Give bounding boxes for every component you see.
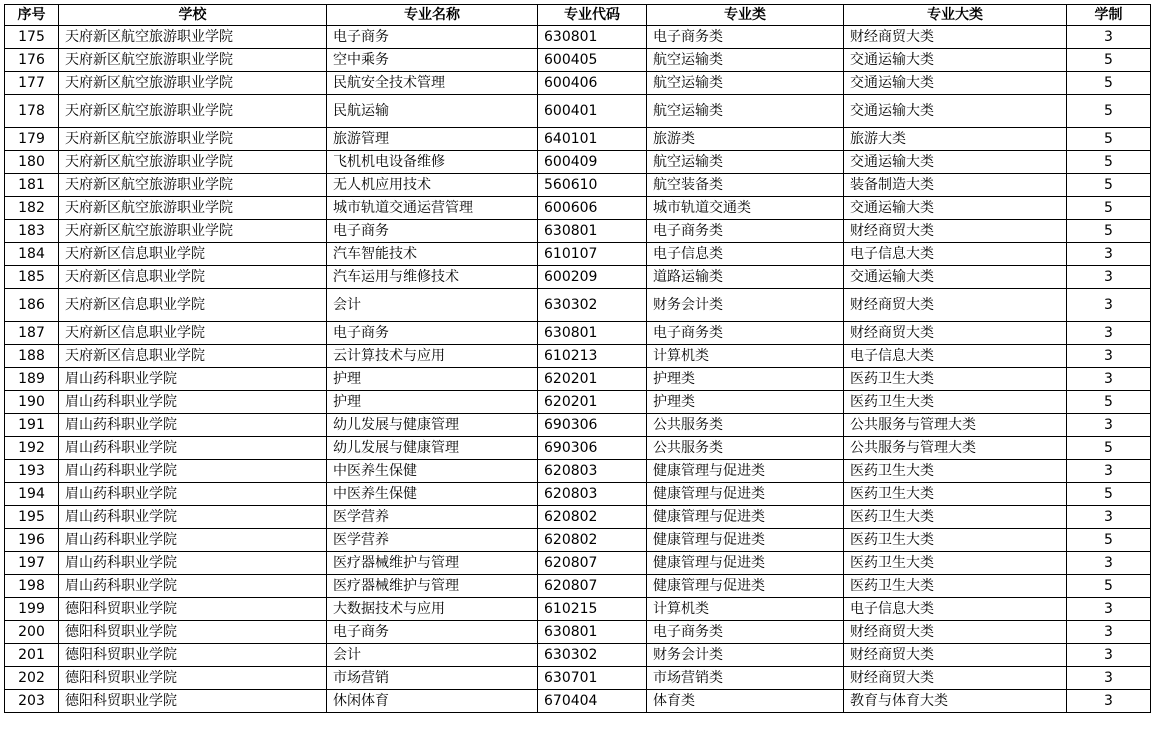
cell-duration: 3 xyxy=(1067,289,1151,322)
cell-major-category: 财经商贸大类 xyxy=(844,26,1067,49)
cell-school: 天府新区航空旅游职业学院 xyxy=(59,72,327,95)
table-row xyxy=(5,345,1151,368)
cell-duration: 3 xyxy=(1067,243,1151,266)
header-major-name: 专业名称 xyxy=(327,5,538,26)
cell-major-name: 会计 xyxy=(327,644,538,667)
cell-duration: 5 xyxy=(1067,151,1151,174)
cell-school: 德阳科贸职业学院 xyxy=(59,667,327,690)
cell-major-class: 电子商务类 xyxy=(647,322,844,345)
table-row xyxy=(5,322,1151,345)
cell-major-name: 医疗器械维护与管理 xyxy=(327,552,538,575)
cell-major-name: 幼儿发展与健康管理 xyxy=(327,437,538,460)
cell-school: 天府新区航空旅游职业学院 xyxy=(59,220,327,243)
cell-index: 183 xyxy=(5,220,59,243)
cell-index: 185 xyxy=(5,266,59,289)
cell-major-class: 体育类 xyxy=(647,690,844,713)
cell-major-category: 医药卫生大类 xyxy=(844,391,1067,414)
cell-major-class: 航空装备类 xyxy=(647,174,844,197)
cell-school: 天府新区信息职业学院 xyxy=(59,289,327,322)
cell-major-class: 公共服务类 xyxy=(647,437,844,460)
cell-major-class: 道路运输类 xyxy=(647,266,844,289)
cell-major-class: 电子商务类 xyxy=(647,26,844,49)
cell-duration: 5 xyxy=(1067,437,1151,460)
cell-school: 眉山药科职业学院 xyxy=(59,506,327,529)
cell-school: 眉山药科职业学院 xyxy=(59,414,327,437)
cell-major-code: 620803 xyxy=(538,483,647,506)
table-row xyxy=(5,598,1151,621)
cell-major-code: 610213 xyxy=(538,345,647,368)
cell-school: 德阳科贸职业学院 xyxy=(59,644,327,667)
cell-major-category: 交通运输大类 xyxy=(844,197,1067,220)
header-duration: 学制 xyxy=(1067,5,1151,26)
cell-major-name: 护理 xyxy=(327,368,538,391)
table-body xyxy=(5,26,1151,713)
cell-duration: 3 xyxy=(1067,266,1151,289)
cell-major-category: 医药卫生大类 xyxy=(844,368,1067,391)
cell-major-code: 600209 xyxy=(538,266,647,289)
cell-major-code: 630801 xyxy=(538,220,647,243)
cell-duration: 5 xyxy=(1067,575,1151,598)
cell-school: 天府新区航空旅游职业学院 xyxy=(59,26,327,49)
cell-major-class: 旅游类 xyxy=(647,128,844,151)
cell-major-category: 医药卫生大类 xyxy=(844,483,1067,506)
table-row xyxy=(5,128,1151,151)
cell-major-class: 计算机类 xyxy=(647,598,844,621)
header-row xyxy=(5,5,1151,26)
cell-index: 175 xyxy=(5,26,59,49)
cell-index: 189 xyxy=(5,368,59,391)
cell-school: 德阳科贸职业学院 xyxy=(59,690,327,713)
table-row xyxy=(5,26,1151,49)
cell-major-code: 630801 xyxy=(538,322,647,345)
cell-duration: 5 xyxy=(1067,483,1151,506)
cell-major-category: 公共服务与管理大类 xyxy=(844,414,1067,437)
cell-school: 天府新区信息职业学院 xyxy=(59,243,327,266)
cell-major-category: 交通运输大类 xyxy=(844,95,1067,128)
cell-school: 德阳科贸职业学院 xyxy=(59,598,327,621)
cell-major-code: 600409 xyxy=(538,151,647,174)
cell-duration: 3 xyxy=(1067,506,1151,529)
table-row xyxy=(5,220,1151,243)
cell-major-code: 690306 xyxy=(538,437,647,460)
cell-major-class: 护理类 xyxy=(647,368,844,391)
cell-major-category: 医药卫生大类 xyxy=(844,575,1067,598)
cell-school: 天府新区航空旅游职业学院 xyxy=(59,95,327,128)
cell-major-name: 电子商务 xyxy=(327,322,538,345)
cell-school: 眉山药科职业学院 xyxy=(59,575,327,598)
table-row xyxy=(5,197,1151,220)
cell-school: 眉山药科职业学院 xyxy=(59,529,327,552)
cell-major-category: 电子信息大类 xyxy=(844,345,1067,368)
cell-index: 197 xyxy=(5,552,59,575)
table-row xyxy=(5,368,1151,391)
program-table xyxy=(4,4,1151,713)
cell-major-category: 旅游大类 xyxy=(844,128,1067,151)
table-row xyxy=(5,644,1151,667)
cell-duration: 3 xyxy=(1067,644,1151,667)
cell-major-class: 公共服务类 xyxy=(647,414,844,437)
cell-major-code: 640101 xyxy=(538,128,647,151)
cell-major-category: 医药卫生大类 xyxy=(844,552,1067,575)
cell-index: 187 xyxy=(5,322,59,345)
cell-major-name: 中医养生保健 xyxy=(327,483,538,506)
cell-index: 199 xyxy=(5,598,59,621)
cell-duration: 5 xyxy=(1067,174,1151,197)
cell-duration: 3 xyxy=(1067,552,1151,575)
cell-major-name: 医学营养 xyxy=(327,529,538,552)
cell-index: 194 xyxy=(5,483,59,506)
cell-major-code: 620807 xyxy=(538,575,647,598)
cell-major-class: 健康管理与促进类 xyxy=(647,575,844,598)
cell-duration: 3 xyxy=(1067,460,1151,483)
cell-major-class: 健康管理与促进类 xyxy=(647,460,844,483)
cell-major-category: 公共服务与管理大类 xyxy=(844,437,1067,460)
cell-major-name: 空中乘务 xyxy=(327,49,538,72)
cell-major-code: 600401 xyxy=(538,95,647,128)
cell-major-code: 610215 xyxy=(538,598,647,621)
cell-major-class: 健康管理与促进类 xyxy=(647,529,844,552)
cell-duration: 5 xyxy=(1067,49,1151,72)
cell-index: 180 xyxy=(5,151,59,174)
cell-major-category: 装备制造大类 xyxy=(844,174,1067,197)
table-row xyxy=(5,529,1151,552)
cell-major-name: 无人机应用技术 xyxy=(327,174,538,197)
cell-index: 203 xyxy=(5,690,59,713)
table-row xyxy=(5,621,1151,644)
cell-index: 190 xyxy=(5,391,59,414)
cell-major-class: 健康管理与促进类 xyxy=(647,552,844,575)
cell-major-category: 医药卫生大类 xyxy=(844,506,1067,529)
table-row xyxy=(5,243,1151,266)
cell-duration: 3 xyxy=(1067,368,1151,391)
table-row xyxy=(5,174,1151,197)
cell-major-category: 财经商贸大类 xyxy=(844,644,1067,667)
table-row xyxy=(5,95,1151,128)
cell-index: 200 xyxy=(5,621,59,644)
cell-major-category: 电子信息大类 xyxy=(844,598,1067,621)
cell-major-code: 620802 xyxy=(538,529,647,552)
cell-major-category: 财经商贸大类 xyxy=(844,667,1067,690)
table-row xyxy=(5,552,1151,575)
cell-school: 天府新区航空旅游职业学院 xyxy=(59,151,327,174)
cell-major-class: 护理类 xyxy=(647,391,844,414)
cell-major-code: 600606 xyxy=(538,197,647,220)
table-row xyxy=(5,575,1151,598)
cell-major-name: 电子商务 xyxy=(327,621,538,644)
header-major-class: 专业类 xyxy=(647,5,844,26)
table-row xyxy=(5,266,1151,289)
cell-major-name: 护理 xyxy=(327,391,538,414)
cell-duration: 3 xyxy=(1067,598,1151,621)
cell-index: 177 xyxy=(5,72,59,95)
table-row xyxy=(5,49,1151,72)
cell-school: 天府新区航空旅游职业学院 xyxy=(59,197,327,220)
cell-school: 眉山药科职业学院 xyxy=(59,460,327,483)
cell-duration: 5 xyxy=(1067,197,1151,220)
cell-major-code: 690306 xyxy=(538,414,647,437)
cell-index: 188 xyxy=(5,345,59,368)
cell-major-class: 财务会计类 xyxy=(647,289,844,322)
table-row xyxy=(5,72,1151,95)
cell-index: 192 xyxy=(5,437,59,460)
cell-major-category: 医药卫生大类 xyxy=(844,529,1067,552)
cell-major-name: 旅游管理 xyxy=(327,128,538,151)
table-row xyxy=(5,506,1151,529)
cell-index: 195 xyxy=(5,506,59,529)
cell-school: 眉山药科职业学院 xyxy=(59,483,327,506)
cell-school: 天府新区航空旅游职业学院 xyxy=(59,128,327,151)
cell-index: 198 xyxy=(5,575,59,598)
cell-major-name: 中医养生保健 xyxy=(327,460,538,483)
cell-major-name: 飞机机电设备维修 xyxy=(327,151,538,174)
cell-major-name: 休闲体育 xyxy=(327,690,538,713)
cell-major-code: 630801 xyxy=(538,621,647,644)
cell-major-category: 财经商贸大类 xyxy=(844,621,1067,644)
cell-duration: 5 xyxy=(1067,529,1151,552)
cell-major-category: 财经商贸大类 xyxy=(844,289,1067,322)
cell-duration: 3 xyxy=(1067,667,1151,690)
cell-index: 186 xyxy=(5,289,59,322)
cell-major-code: 630701 xyxy=(538,667,647,690)
table-row xyxy=(5,289,1151,322)
cell-major-code: 620201 xyxy=(538,368,647,391)
cell-major-code: 610107 xyxy=(538,243,647,266)
cell-major-code: 630302 xyxy=(538,644,647,667)
cell-duration: 3 xyxy=(1067,345,1151,368)
cell-major-code: 600405 xyxy=(538,49,647,72)
cell-index: 193 xyxy=(5,460,59,483)
cell-index: 182 xyxy=(5,197,59,220)
cell-school: 眉山药科职业学院 xyxy=(59,391,327,414)
cell-major-class: 市场营销类 xyxy=(647,667,844,690)
cell-duration: 5 xyxy=(1067,128,1151,151)
cell-major-class: 城市轨道交通类 xyxy=(647,197,844,220)
cell-major-name: 电子商务 xyxy=(327,220,538,243)
cell-major-code: 670404 xyxy=(538,690,647,713)
cell-major-category: 交通运输大类 xyxy=(844,151,1067,174)
cell-index: 196 xyxy=(5,529,59,552)
cell-major-name: 民航运输 xyxy=(327,95,538,128)
cell-major-name: 汽车运用与维修技术 xyxy=(327,266,538,289)
cell-index: 181 xyxy=(5,174,59,197)
cell-major-code: 620201 xyxy=(538,391,647,414)
cell-major-code: 620803 xyxy=(538,460,647,483)
header-major-code: 专业代码 xyxy=(538,5,647,26)
cell-duration: 3 xyxy=(1067,414,1151,437)
table-row xyxy=(5,667,1151,690)
table-row xyxy=(5,690,1151,713)
header-index: 序号 xyxy=(5,5,59,26)
cell-major-class: 电子商务类 xyxy=(647,621,844,644)
cell-index: 202 xyxy=(5,667,59,690)
cell-major-class: 航空运输类 xyxy=(647,49,844,72)
cell-major-class: 计算机类 xyxy=(647,345,844,368)
cell-school: 天府新区航空旅游职业学院 xyxy=(59,174,327,197)
cell-major-name: 电子商务 xyxy=(327,26,538,49)
cell-duration: 5 xyxy=(1067,391,1151,414)
cell-duration: 3 xyxy=(1067,621,1151,644)
cell-major-class: 财务会计类 xyxy=(647,644,844,667)
cell-major-category: 财经商贸大类 xyxy=(844,220,1067,243)
cell-major-code: 620807 xyxy=(538,552,647,575)
cell-duration: 3 xyxy=(1067,322,1151,345)
cell-school: 眉山药科职业学院 xyxy=(59,552,327,575)
cell-duration: 3 xyxy=(1067,26,1151,49)
cell-major-name: 大数据技术与应用 xyxy=(327,598,538,621)
cell-school: 德阳科贸职业学院 xyxy=(59,621,327,644)
cell-major-code: 560610 xyxy=(538,174,647,197)
cell-major-category: 交通运输大类 xyxy=(844,266,1067,289)
cell-major-name: 会计 xyxy=(327,289,538,322)
cell-major-class: 电子信息类 xyxy=(647,243,844,266)
cell-index: 179 xyxy=(5,128,59,151)
cell-major-code: 600406 xyxy=(538,72,647,95)
cell-major-name: 市场营销 xyxy=(327,667,538,690)
cell-major-code: 620802 xyxy=(538,506,647,529)
table-row xyxy=(5,483,1151,506)
cell-major-class: 航空运输类 xyxy=(647,95,844,128)
cell-major-category: 教育与体育大类 xyxy=(844,690,1067,713)
cell-major-name: 云计算技术与应用 xyxy=(327,345,538,368)
cell-major-name: 汽车智能技术 xyxy=(327,243,538,266)
cell-major-name: 民航安全技术管理 xyxy=(327,72,538,95)
cell-major-category: 交通运输大类 xyxy=(844,72,1067,95)
cell-school: 天府新区信息职业学院 xyxy=(59,266,327,289)
cell-index: 201 xyxy=(5,644,59,667)
cell-major-class: 健康管理与促进类 xyxy=(647,483,844,506)
header-major-category: 专业大类 xyxy=(844,5,1067,26)
cell-duration: 5 xyxy=(1067,72,1151,95)
cell-index: 191 xyxy=(5,414,59,437)
cell-school: 天府新区信息职业学院 xyxy=(59,322,327,345)
table-row xyxy=(5,151,1151,174)
table-row xyxy=(5,391,1151,414)
cell-major-class: 航空运输类 xyxy=(647,151,844,174)
cell-index: 176 xyxy=(5,49,59,72)
cell-duration: 3 xyxy=(1067,690,1151,713)
cell-school: 眉山药科职业学院 xyxy=(59,368,327,391)
header-school: 学校 xyxy=(59,5,327,26)
cell-major-category: 电子信息大类 xyxy=(844,243,1067,266)
cell-major-class: 电子商务类 xyxy=(647,220,844,243)
table-row xyxy=(5,437,1151,460)
cell-major-code: 630801 xyxy=(538,26,647,49)
cell-school: 天府新区信息职业学院 xyxy=(59,345,327,368)
cell-major-name: 医学营养 xyxy=(327,506,538,529)
cell-major-class: 健康管理与促进类 xyxy=(647,506,844,529)
cell-duration: 5 xyxy=(1067,220,1151,243)
cell-major-name: 城市轨道交通运营管理 xyxy=(327,197,538,220)
cell-major-category: 交通运输大类 xyxy=(844,49,1067,72)
cell-major-category: 财经商贸大类 xyxy=(844,322,1067,345)
cell-major-code: 630302 xyxy=(538,289,647,322)
cell-index: 178 xyxy=(5,95,59,128)
cell-duration: 5 xyxy=(1067,95,1151,128)
cell-major-class: 航空运输类 xyxy=(647,72,844,95)
cell-major-category: 医药卫生大类 xyxy=(844,460,1067,483)
cell-major-name: 医疗器械维护与管理 xyxy=(327,575,538,598)
cell-index: 184 xyxy=(5,243,59,266)
table-row xyxy=(5,414,1151,437)
cell-school: 眉山药科职业学院 xyxy=(59,437,327,460)
cell-school: 天府新区航空旅游职业学院 xyxy=(59,49,327,72)
table-row xyxy=(5,460,1151,483)
cell-major-name: 幼儿发展与健康管理 xyxy=(327,414,538,437)
